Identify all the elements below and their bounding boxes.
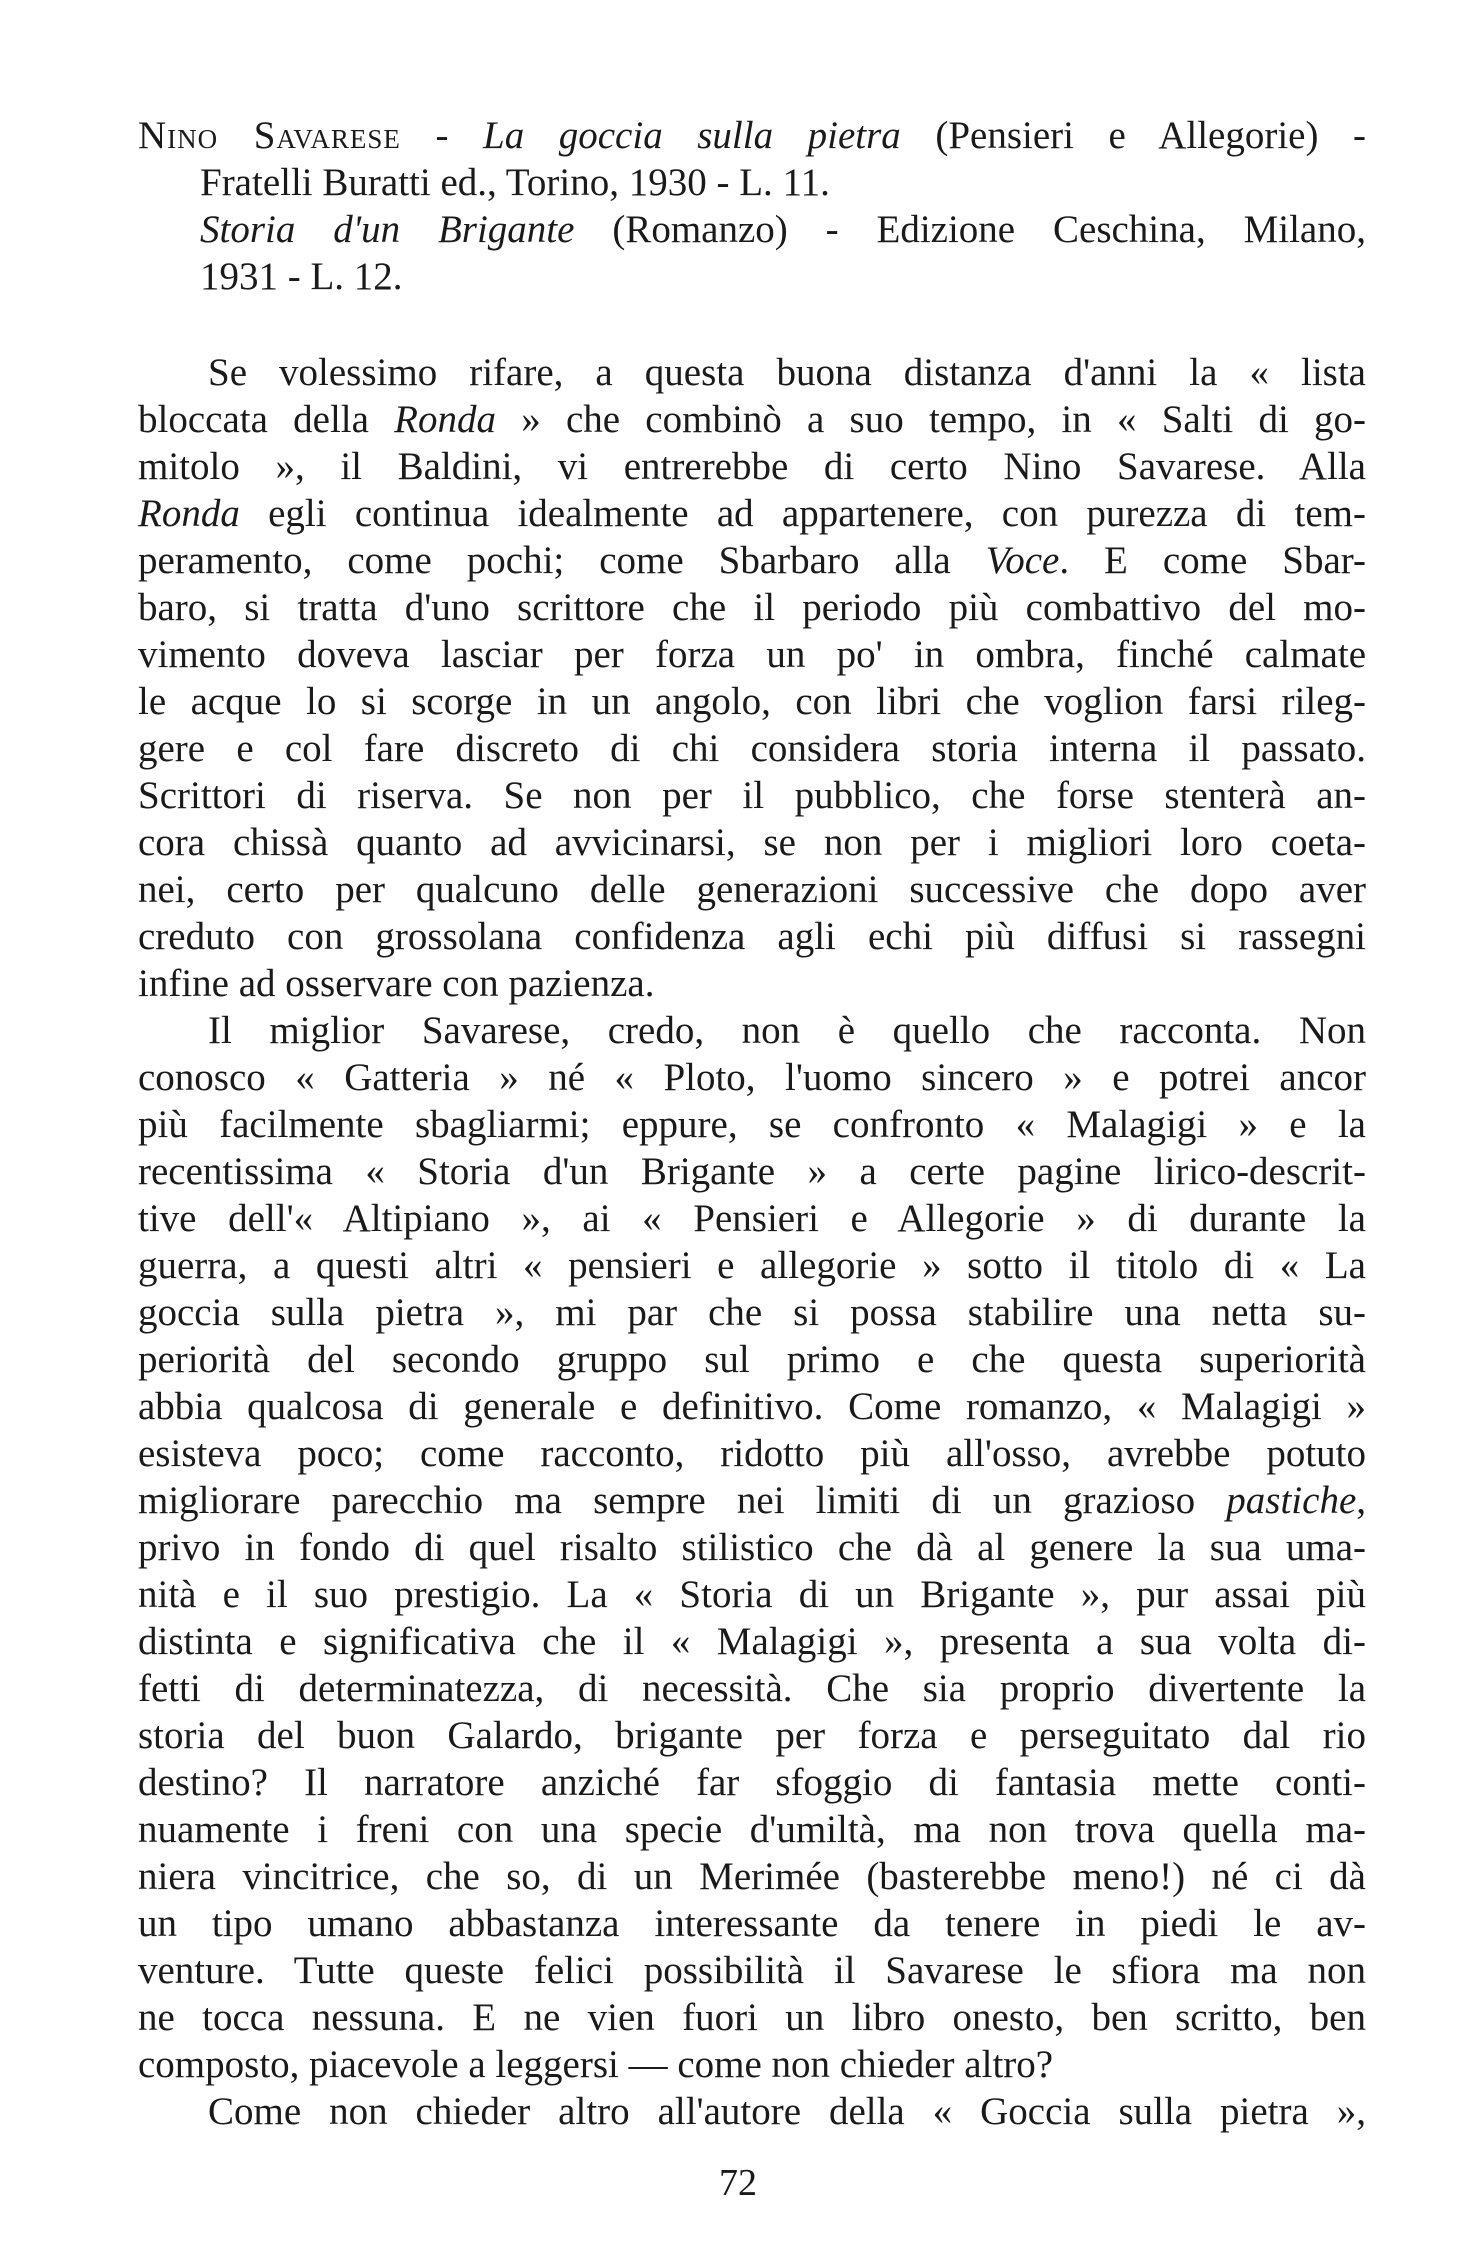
text-line: Scrittori di riserva. Se non per il pubblico, che forse stenterà an- [138,774,1366,817]
text-line: infine ad osservare con pazienza. [138,962,655,1005]
text-line: esisteva poco; come racconto, ridotto più all'osso, avrebbe potuto [138,1432,1366,1475]
text-line: goccia sulla pietra », mi par che si possa stabilire una netta su- [138,1291,1366,1334]
text-line: gere e col fare discreto di chi considera storia interna il passato. [138,727,1366,770]
italic-term: Ronda [394,398,496,441]
italic-term: Ronda [138,492,240,535]
reference-line: Nino Savarese - La goccia sulla pietra (Pensieri e Allegorie) - [138,114,1367,157]
text-line: le acque lo si scorge in un angolo, con libri che voglion farsi rileg- [138,680,1366,723]
text-line: destino? Il narratore anziché far sfoggio di fantasia mette conti- [138,1761,1366,1804]
text-line: Il miglior Savarese, credo, non è quello che racconta. Non [208,1009,1366,1052]
text-line: mitolo », il Baldini, vi entrerebbe di certo Nino Savarese. Alla [138,445,1366,488]
reference-line: Fratelli Buratti ed., Torino, 1930 - L. 11. [200,161,830,204]
text-line: vimento doveva lasciar per forza un po' in ombra, finché calmate [138,633,1366,676]
text-line: niera vincitrice, che so, di un Merimée (basterebbe meno!) né ci dà [138,1855,1366,1898]
text-line: più facilmente sbagliarmi; eppure, se confronto « Malagigi » e la [138,1103,1366,1146]
text-line: composto, piacevole a leggersi — come non chieder altro? [138,2043,1054,2086]
text-line: distinta e significativa che il « Malagigi », presenta a sua volta di- [138,1620,1366,1663]
italic-term: Voce [985,539,1060,582]
text-line: bloccata della Ronda » che combinò a suo tempo, in « Salti di go- [138,398,1367,441]
text-line: peramento, come pochi; come Sbarbaro alla Voce. E come Sbar- [138,539,1366,582]
text-line: guerra, a questi altri « pensieri e allegorie » sotto il titolo di « La [138,1244,1366,1287]
book-title: Storia d'un Brigante [200,208,575,251]
author-name: Nino Savarese [138,114,401,157]
text-line: creduto con grossolana confidenza agli echi più diffusi si rassegni [138,915,1366,958]
text-line: recentissima « Storia d'un Brigante » a certe pagine lirico-descrit- [138,1150,1366,1193]
page-number: 72 [719,2162,757,2204]
text-line: tive dell'« Altipiano », ai « Pensieri e Allegorie » di durante la [138,1197,1366,1240]
text-line: venture. Tutte queste felici possibilità il Savarese le sfiora ma non [138,1949,1366,1992]
text-line: storia del buon Galardo, brigante per forza e perseguitato dal rio [138,1714,1366,1757]
text-line: periorità del secondo gruppo sul primo e che questa superiorità [138,1338,1366,1381]
book-title: La goccia sulla pietra [483,114,901,157]
italic-term: pastiche [1226,1479,1357,1522]
text-line: abbia qualcosa di generale e definitivo. Come romanzo, « Malagigi » [138,1385,1366,1428]
text-line: cora chissà quanto ad avvicinarsi, se non per i migliori loro coeta- [138,821,1366,864]
text-line: Ronda egli continua idealmente ad appartenere, con purezza di tem- [138,492,1366,535]
text-line: baro, si tratta d'uno scrittore che il periodo più combattivo del mo- [138,586,1366,629]
text-line: Come non chieder altro all'autore della « Goccia sulla pietra », [208,2090,1366,2133]
reference-line: Storia d'un Brigante (Romanzo) - Edizione Ceschina, Milano, [200,208,1366,251]
text-line: Se volessimo rifare, a questa buona distanza d'anni la « lista [208,351,1366,394]
text-line: un tipo umano abbastanza interessante da tenere in piedi le av- [138,1902,1366,1945]
reference-line: 1931 - L. 12. [200,255,403,298]
text-line: nuamente i freni con una specie d'umiltà, ma non trova quella ma- [138,1808,1366,1851]
text-line: nità e il suo prestigio. La « Storia di un Brigante », pur assai più [138,1573,1366,1616]
text-line: ne tocca nessuna. E ne vien fuori un libro onesto, ben scritto, ben [138,1996,1366,2039]
text-line: nei, certo per qualcuno delle generazioni successive che dopo aver [138,868,1366,911]
text-line: conosco « Gatteria » né « Ploto, l'uomo sincero » e potrei ancor [138,1056,1366,1099]
text-line: migliorare parecchio ma sempre nei limiti di un grazioso pastiche, [138,1479,1366,1522]
text-line: fetti di determinatezza, di necessità. Che sia proprio divertente la [138,1667,1366,1710]
text-line: privo in fondo di quel risalto stilistico che dà al genere la sua uma- [138,1526,1366,1569]
